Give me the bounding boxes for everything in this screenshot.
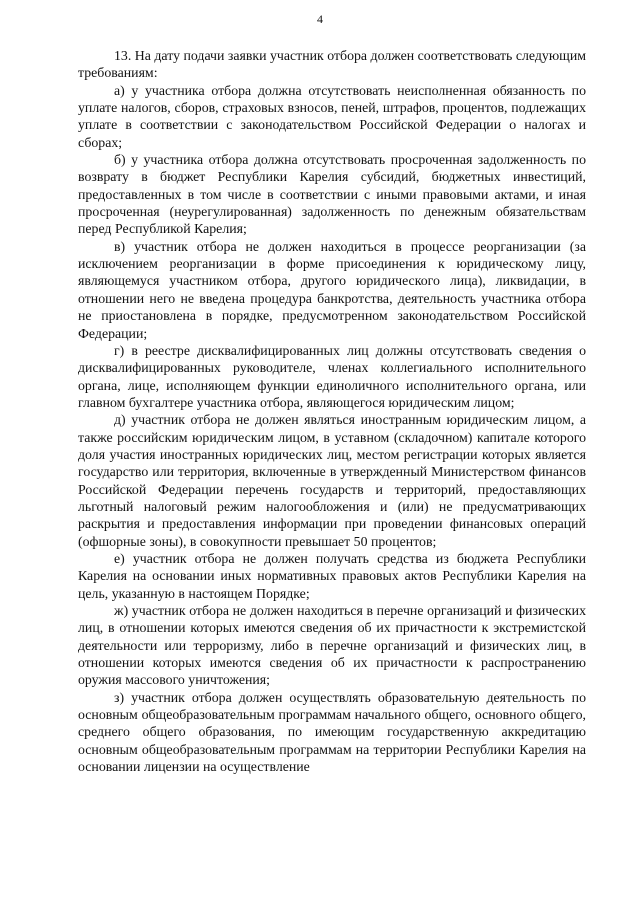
paragraph-subitem-z: з) участник отбора должен осуществлять образовательную деятельность по основным общеобразовательным программам начального общего, основного общего, среднего общего образования, по имеющим государственную аккредитацию основным общеобразовательным программам на территории Республики Карелия на основании лицензии на осуществление bbox=[78, 689, 586, 775]
page-number: 4 bbox=[317, 12, 323, 26]
document-body bbox=[78, 47, 586, 775]
paragraph-subitem-e: е) участник отбора не должен получать средства из бюджета Республики Карелия на основании иных нормативных правовых актов Республики Карелия на цель, указанную в настоящем Порядке; bbox=[78, 550, 586, 601]
paragraph-subitem-zh: ж) участник отбора не должен находиться в перечне организаций и физических лиц, в отношении которых имеются сведения об их причастности к экстремистской деятельности или терроризму, либо в перечне организаций и физических лиц, в отношении которых имеются сведения об их причастности к распространению оружия массового уничтожения; bbox=[78, 603, 586, 688]
paragraph-subitem-d: д) участник отбора не должен являться иностранным юридическим лицом, а также российским юридическим лицом, в уставном (складочном) капитале которого доля участия иностранных юридических лиц, местом регистрации которых является государство или территория, включенные в утвержденный Министерством финансов Российской Федерации перечень государств и территорий, предоставляющих льготный налоговый режим налогообложения и (или) не предусматривающих раскрытия и предоставления информации при проведении финансовых операций (офшорные зоны), в совокупности превышает 50 процентов; bbox=[78, 412, 586, 549]
paragraph-item-13: 13. На дату подачи заявки участник отбора должен соответствовать следующим требованиям: bbox=[78, 48, 586, 81]
paragraph-subitem-v: в) участник отбора не должен находиться в процессе реорганизации (за исключением реорганизации в форме присоединения к юридическому лицу, являющемуся участником отбора, другого юридического лица), ликвидации, в отношении него не введена процедура банкротства, деятельность участника отбора не приостановлена в порядке, предусмотренном законодательством Российской Федерации; bbox=[78, 238, 586, 341]
paragraph-subitem-a: а) у участника отбора должна отсутствовать неисполненная обязанность по уплате налогов, сборов, страховых взносов, пеней, штрафов, процентов, подлежащих уплате в соответствии с законодательством Российской Федерации о налогах и сборах; bbox=[78, 82, 586, 150]
paragraph-subitem-b: б) у участника отбора должна отсутствовать просроченная задолженность по возврату в бюджет Республики Карелия субсидий, бюджетных инвестиций, предоставленных в том числе в соответствии с иными правовыми актами, и иная просроченная (неурегулированная) задолженность по денежным обязательствам перед Республикой Карелия; bbox=[78, 152, 586, 237]
paragraph-subitem-g: г) в реестре дисквалифицированных лиц должны отсутствовать сведения о дисквалифицированных руководителе, членах коллегиального исполнительного органа, лице, исполняющем функции единоличного исполнительного органа, или главном бухгалтере участника отбора, являющегося юридическим лицом; bbox=[78, 342, 586, 410]
